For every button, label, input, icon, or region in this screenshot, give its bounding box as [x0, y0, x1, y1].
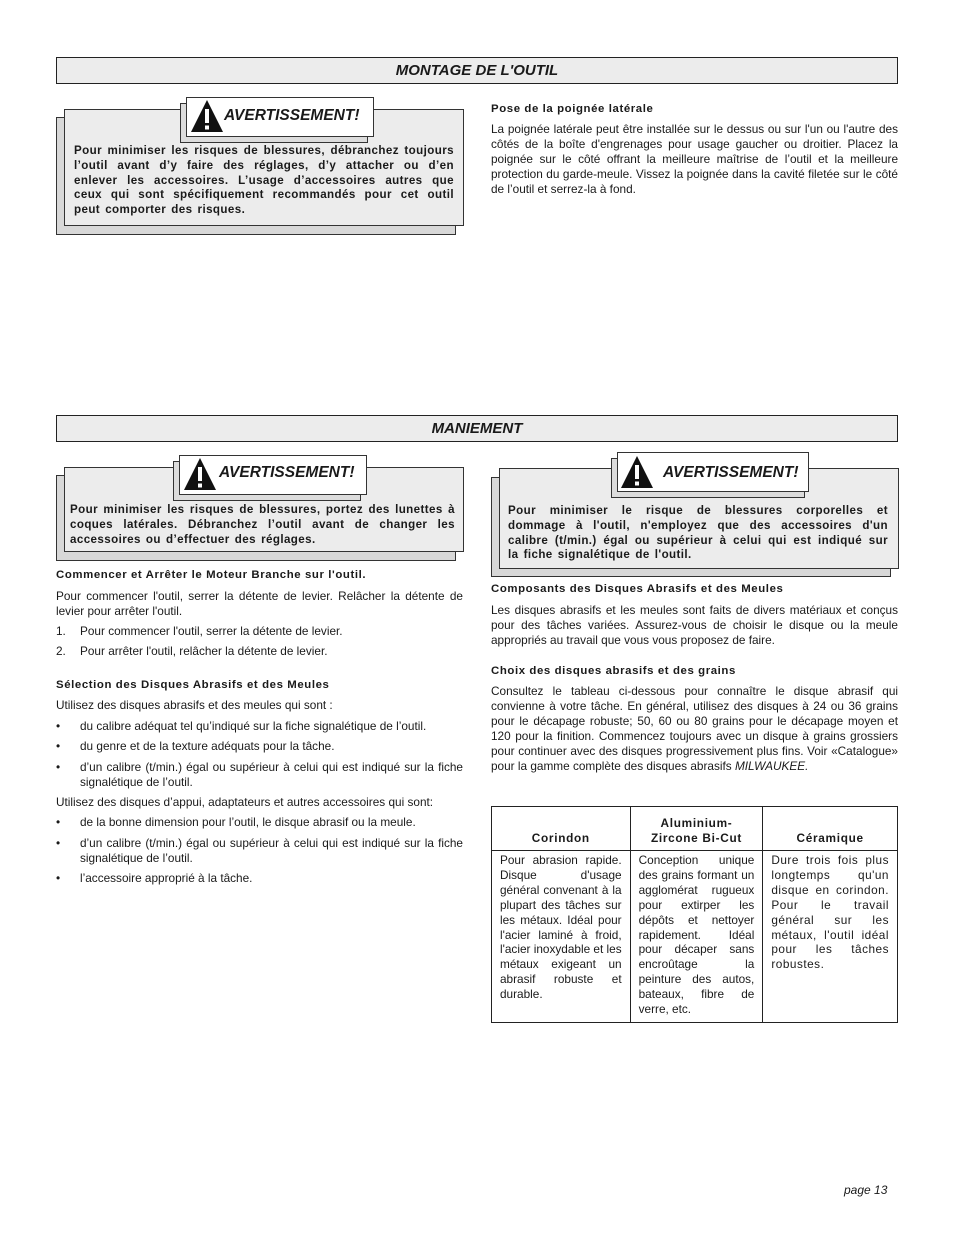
composants-text: Les disques abrasifs et les meules sont faits de divers matériaux et conçus pour des tâches variées. Assurez-vous de choisir le disque ou la meule appropriés au travail que vous vous proposez de faire. — [491, 603, 898, 647]
warning-label: AVERTISSEMENT! — [219, 464, 355, 481]
warning-text: Pour minimiser le risque de blessures corporelles et dommage à l'outil, n'employez que des accessoires d'un calibre (t/min.) égal ou supérieur à celui qui est indiqué sur la fiche signalétique de l'outil. — [508, 504, 888, 562]
section-title-montage: MONTAGE DE L'OUTIL — [56, 57, 898, 84]
choix-text: Consultez le tableau ci-dessous pour connaître le disque abrasif qui convienne à votre tâche. En général, utilisez des disques à 24 ou 36 grains pour le décapage robuste; 50, 60 ou 80 grains pour le décapage moyen et 120 pour la finition. Commencez toujours avec un disque à grains grossiers pour continuer avec des disques progressivement plus fins. Voir «Catalogue» pour la gamme complète des disques abrasifs MILWAUKEE. — [491, 684, 898, 773]
start-stop-heading: Commencer et Arrêter le Moteur Branche sur l'outil. — [56, 569, 367, 581]
composants-heading: Composants des Disques Abrasifs et des Meules — [491, 583, 784, 595]
choix-heading: Choix des disques abrasifs et des grains — [491, 665, 736, 677]
brand-name: MILWAUKEE. — [734, 758, 809, 773]
warning-triangle-icon — [620, 455, 654, 489]
warning-label: AVERTISSEMENT! — [663, 464, 799, 481]
table-header-row — [492, 807, 898, 851]
selection-intro: Utilisez des disques abrasifs et des meules qui sont : — [56, 698, 333, 712]
table-header: Aluminium- Zircone Bi-Cut — [630, 807, 763, 851]
page-number: page 13 — [844, 1183, 888, 1197]
pose-heading: Pose de la poignée latérale — [491, 103, 654, 115]
table-header: Corindon — [492, 807, 631, 851]
selection-heading: Sélection des Disques Abrasifs et des Meules — [56, 679, 330, 691]
pose-text: La poignée latérale peut être installée sur le dessus ou sur l'un ou l'autre des côtés de la boîte d'engrenages pour usage gaucher ou droitier. Placez la poignée sur le côté offrant la meilleure maîtrise de l’outil et la meilleure protection du garde-meule. Vissez la poignée dans la cavité filetée sur le côté de l’outil et serrez-la à fond. — [491, 122, 898, 196]
section-title-maniement: MANIEMENT — [56, 415, 898, 442]
start-stop-intro: Pour commencer l'outil, serrer la détente de levier. Relâcher la détente de levier pour arrêter l'outil. — [56, 589, 463, 618]
selection-intro2: Utilisez des disques d’appui, adaptateurs et autres accessoires qui sont: — [56, 795, 434, 809]
table-cell: Dure trois fois plus longtemps qu'un disque en corindon. Pour le travail général sur les métaux, l'outil idéal pour les tâches robustes. — [763, 851, 898, 1023]
warning-text: Pour minimiser les risques de blessures, débranchez toujours l’outil avant d’y faire des réglages, d’y attacher ou d’en enlever les accessoires. L’usage d’accessoires autres que ceux qui sont spécifiquement recommandés pour cet outil peut comporter des risques. — [74, 144, 454, 217]
warning-triangle-icon — [190, 99, 224, 133]
warning-label: AVERTISSEMENT! — [224, 107, 360, 124]
table-cell: Pour abrasion rapide. Disque d'usage général convenant à la plupart des tâches sur les métaux. Idéal pour l'acier laminé à froid, l'acier inoxydable et les métaux exigeant un abrasif robuste et durable. — [492, 851, 631, 1023]
warning-triangle-icon — [183, 457, 217, 491]
table-header: Céramique — [763, 807, 898, 851]
warning-text: Pour minimiser les risques de blessures, portez des lunettes à coques latérales. Débranchez l’outil avant de changer les accessoires ou d’effectuer des réglages. — [70, 503, 455, 546]
table-cell: Conception unique des grains formant un agglomérat rugueux pour extirper les dépôts et nettoyer rapidement. Idéal pour décaper sans encroûtage la peinture des autos, bateaux, fibre de verre, etc. — [630, 851, 763, 1023]
table-row — [492, 851, 898, 1023]
abrasive-table — [491, 806, 898, 1023]
